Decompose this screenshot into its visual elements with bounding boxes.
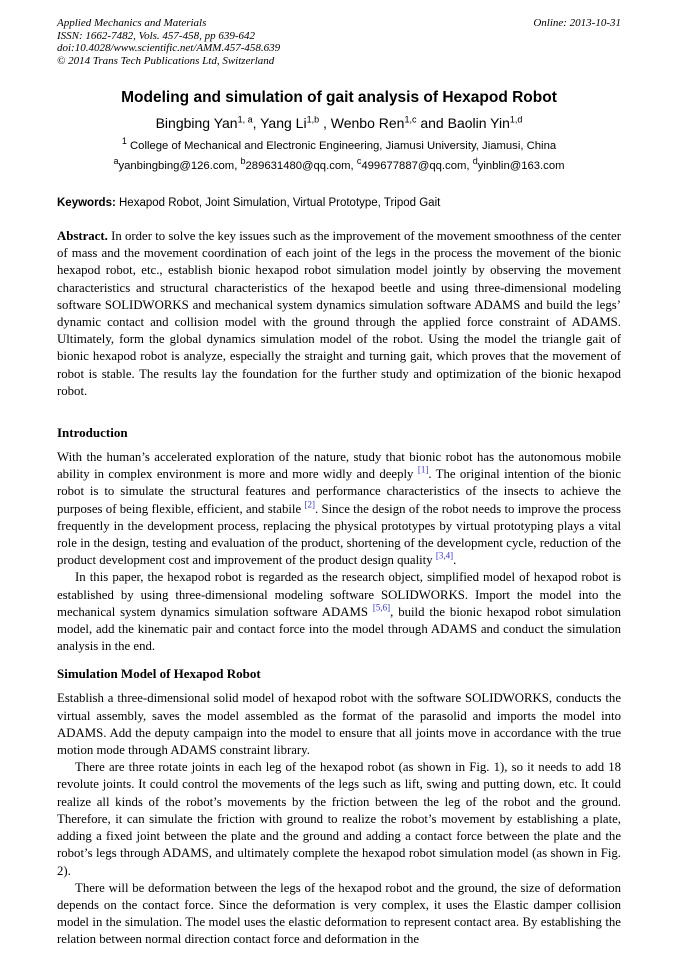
copyright-line: © 2014 Trans Tech Publications Ltd, Switzerland [57, 54, 275, 67]
online-date: Online: 2013-10-31 [533, 17, 621, 29]
email-address-4: yinblin@163.com [477, 160, 565, 172]
paragraph-text: , build the bionic hexapod robot simulation model, add the kinematic pair and contact force into the model through ADAMS and conduct the simulation analysis in the end. [57, 604, 621, 654]
email-superscript-a: a [113, 156, 119, 167]
email-superscript-d: d [472, 156, 478, 167]
doi-line: doi:10.4028/www.scientific.net/AMM.457-458.639 [57, 42, 281, 54]
author-superscript-2: 1,b [306, 114, 320, 125]
authors-line [57, 113, 621, 133]
journal-name: Applied Mechanics and Materials [57, 17, 207, 29]
author-name-1: Bingbing Yan [155, 115, 238, 131]
author-superscript-1: 1, a [237, 114, 253, 125]
keywords-line [57, 196, 621, 211]
email-address-2: 289631480@qq.com, [245, 160, 357, 172]
author-separator: , [319, 115, 331, 131]
email-address-1: yanbingbing@126.com, [118, 160, 241, 172]
author-name-2: Yang Li [260, 115, 307, 131]
keywords-label: Keywords: [57, 197, 116, 209]
simulation-paragraph-1: Establish a three-dimensional solid model of hexapod robot with the software SOLIDWORKS, conducts the virtual assembly, saves the model assembled as the format of the parasolid and imports the model into ADAMS. Add the deputy campaign into the model to ensure that all joints move in accordance with the true motion mode through ADAMS constraint library. [57, 691, 621, 758]
running-head-left [57, 17, 280, 67]
citation-link-3-4[interactable]: [3,4] [435, 550, 454, 561]
section-heading-introduction: Introduction [57, 425, 128, 441]
affiliation-text: College of Mechanical and Electronic Engineering, Jiamusi University, Jiamusi, China [126, 140, 557, 152]
running-head [57, 17, 621, 67]
author-separator: , [252, 115, 261, 131]
paragraph-text: With the human’s accelerated exploration of the nature, study that bionic robot has the autonomous mobile ability in complex environment is more and more widly and deeply [57, 450, 621, 482]
paragraph-text: . [453, 553, 457, 568]
email-superscript-c: c [356, 156, 362, 167]
introduction-paragraph-1 [57, 449, 621, 569]
keywords-text: Hexapod Robot, Joint Simulation, Virtual Prototype, Tripod Gait [115, 197, 441, 209]
abstract-text: In order to solve the key issues such as the improvement of the movement smoothness of the center of mass and the movement coordination of each joint of the legs in the process the movement of the bionic hexapod robot, etc., establish bionic hexapod robot simulation model jointly by observing the movement characteristics and structural characteristics of the hexapod beetle and using three-dimensional modeling software SOLIDWORKS and mechanical system dynamics simulation software ADAMS and build the legs’ dynamic contact and collision model with the ground through the applied force constraint of ADAMS. Ultimately, form the global dynamics simulation model of the robot. Using the model the triangle gait of bionic hexapod robot is analyze, especially the straight and turning gait, which proves that the movement of robot is stable. The results lay the foundation for the further study and optimization of the bionic hexapod robot. [57, 229, 621, 398]
citation-link-1[interactable]: [1] [417, 464, 429, 475]
paper-title: Modeling and simulation of gait analysis of Hexapod Robot [121, 89, 557, 106]
simulation-paragraph-3: There will be deformation between the legs of the hexapod robot and the ground, the size of deformation depends on the contact force. Since the deformation is very complex, it uses the Elastic damper collision model in the simulation. The model uses the elastic deformation to represent contact area. By establishing the relation between normal direction contact force and deformation in the [57, 880, 621, 947]
section-heading-simulation-model: Simulation Model of Hexapod Robot [57, 666, 261, 682]
affiliation-line [57, 136, 621, 153]
issn-line: ISSN: 1662-7482, Vols. 457-458, pp 639-642 [57, 29, 255, 42]
abstract-paragraph [57, 228, 621, 400]
citation-link-5-6[interactable]: [5,6] [372, 602, 391, 613]
author-superscript-4: 1,d [509, 114, 523, 125]
paragraph-text: . The original intention of the bionic robot is to simulate the structural features and performance characteristics of the insects to achieve the purposes of being flexible, efficient, and stabile [57, 467, 622, 516]
introduction-paragraph-2 [57, 569, 621, 655]
emails-line [57, 156, 621, 174]
email-superscript-b: b [240, 156, 246, 167]
citation-link-2[interactable]: [2] [304, 499, 315, 510]
email-address-3: 499677887@qq.com, [361, 160, 473, 172]
simulation-paragraph-2: There are three rotate joints in each leg of the hexapod robot (as shown in Fig. 1), so it needs to add 18 revolute joints. It could control the movements of the legs such as lift, swing and putting down, etc. It could realize all kinds of the robot’s movements by the friction between the leg of the robot and the ground. Therefore, it can simulate the friction with ground to realize the robot’s movement by establishing a plate, adding a fixed joint between the plate and the ground and adding a contact force between the plate and the robot’s legs through ADAMS, and ultimately complete the hexapod robot simulation model (as shown in Fig. 2). [57, 760, 621, 878]
paragraph-text: In this paper, the hexapod robot is regarded as the research object, simplified model of hexapod robot is established by using three-dimensional modeling software SOLIDWORKS. Import the model into the mechanical system dynamics simulation software ADAMS [57, 570, 621, 619]
paragraph-text: . Since the design of the robot needs to improve the process frequently in the development process, replacing the physical prototypes by virtual prototyping plays a vital role in the design, testing and evaluation of the product, shortening of the development cycle, reduction of the product development cost and improvement of the product design quality [57, 501, 621, 568]
affiliation-superscript: 1 [121, 136, 127, 147]
abstract-label: Abstract. [57, 229, 108, 243]
author-separator: and [416, 115, 448, 131]
author-name-4: Baolin Yin [447, 115, 510, 131]
author-name-3: Wenbo Ren [330, 115, 405, 131]
author-superscript-3: 1,c [404, 114, 417, 125]
